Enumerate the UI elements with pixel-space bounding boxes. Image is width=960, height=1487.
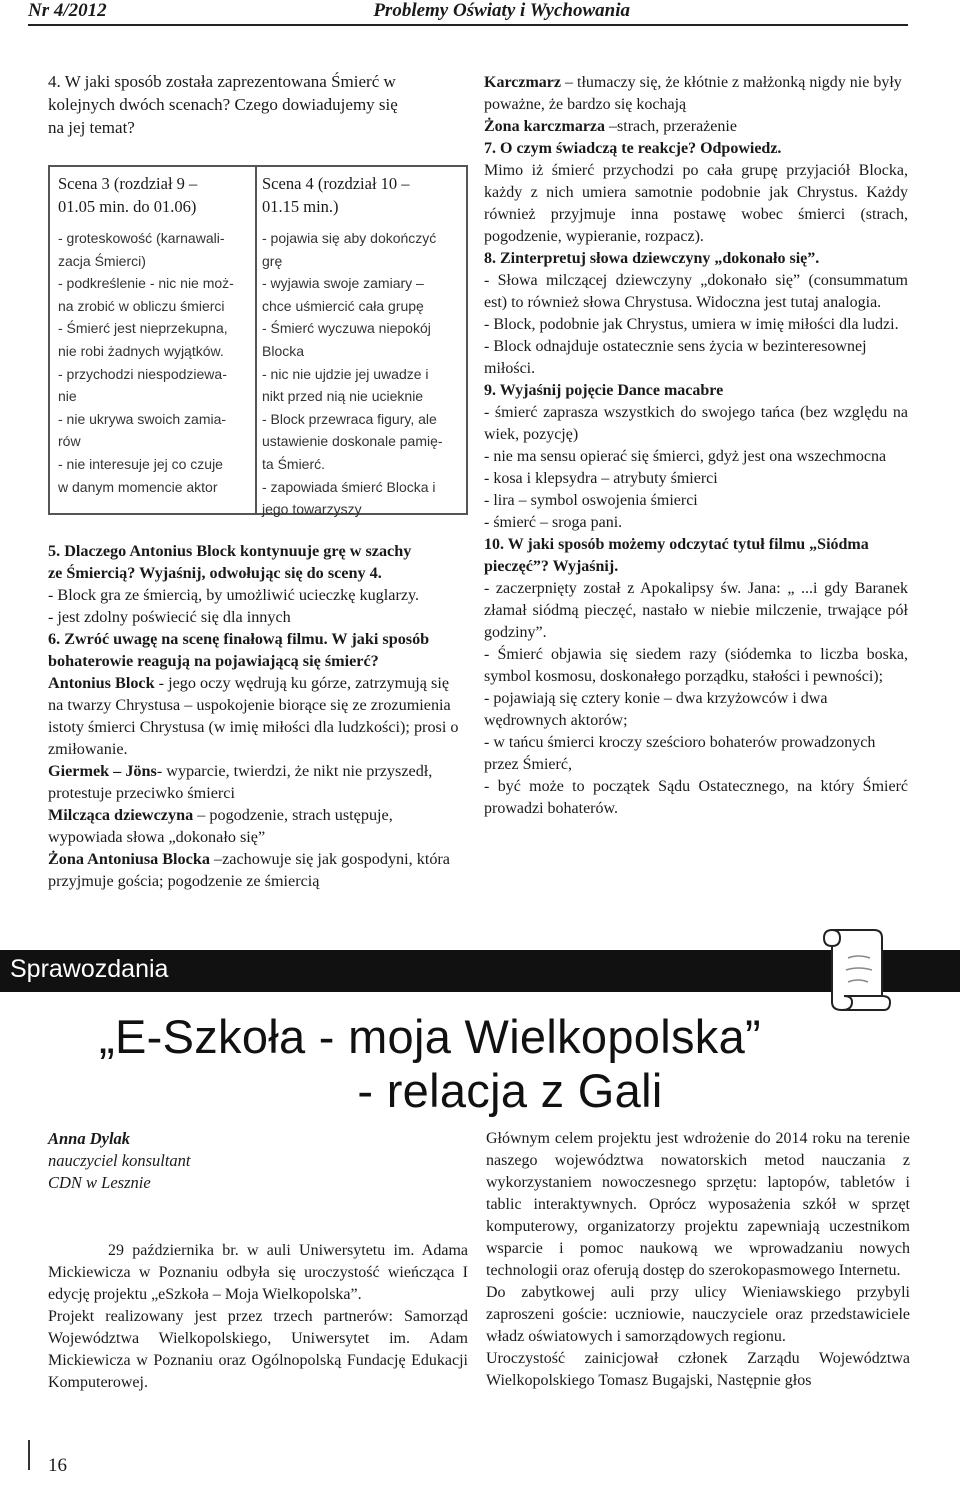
list-item: - Block przewraca figury, ale [262,410,437,427]
article-paragraph: Projekt realizowany jest przez trzech partnerów: Samorząd Województwa Wielkopolskiego, Uniwersytet im. Adam Mickiewicza w Poznaniu oraz Ogólnopolską Fundację Edukacji Komputerowej. [48,1308,468,1391]
question-4-line-3: na jej temat? [48,118,135,137]
answer-9-item: - śmierć – sroga pani. [484,514,623,531]
answer-9-item: - lira – symbol oswojenia śmierci [484,492,698,509]
article-paragraph: Uroczystość zainicjował członek Zarządu Województwa Wielkopolskiego Tomasz Bugajski, Następnie głos [486,1350,910,1389]
answer-8-item: - Block, podobnie jak Chrystus, umiera w imię miłości dla ludzi. [484,316,899,333]
issue-number: Nr 4/2012 [28,0,107,21]
list-item: - nie interesuje jej co czuje [58,455,223,472]
question-4 [48,70,468,139]
question-4-line-1: 4. W jaki sposób została zaprezentowana Śmierć w [48,72,396,91]
article-left-column [48,1240,468,1394]
list-item: Blocka [262,342,305,359]
list-item: rów [58,433,81,450]
answer-6-block: Antonius Block - jego oczy wędrują ku górze, zatrzymują się na twarzy Chrystusa – uspokojenie biorące się ze zrozumienia istoty śmierci Chrystusa (w imię miłości dla ludzkości); prosi o zmiłowanie. [48,674,459,758]
list-item: ustawienie doskonale pamię- [262,433,443,450]
article-paragraph: 29 października br. w auli Uniwersytetu im. Adama Mickiewicza w Poznaniu odbyła się uroczystość wieńcząca I edycję projektu „eSzkoła – Moja Wielkopolska”. [48,1242,468,1303]
article-right-column [486,1128,910,1392]
answer-8-item: - Block odnajduje ostatecznie sens życia w bezinteresownej miłości. [484,338,867,377]
section-label: Sprawozdania [10,955,169,983]
answer-5-item: - jest zdolny poświecić się dla innych [48,608,291,626]
answer-9-item: - śmierć zaprasza wszystkich do swojego tańca (bez względu na wiek, pozycję) [484,404,908,443]
list-item: - nie ukrywa swoich zamia- [58,410,227,427]
list-item: jego towarzyszy [262,501,362,518]
list-item: - wyjawia swoje zamiary – [262,275,424,292]
question-6: 6. Zwróć uwagę na scenę finałową filmu. W jaki sposób bohaterowie reagują na pojawiającą się śmierć? [48,630,430,670]
article-paragraph: Do zabytkowej auli przy ulicy Wieniawskiego przybyli zaproszeni goście: uczniowie, nauczyciele oraz przedstawiciele władz oświatowych i samorządowych regionu. [486,1284,910,1345]
list-item: - nic nie ujdzie jej uwadze i [262,365,429,382]
answer-6-innkeeper: Karczmarz – tłumaczy się, że kłótnie z małżonką nigdy nie były poważne, że bardzo się kochają [484,74,902,113]
list-item: nie robi żadnych wyjątków. [58,342,224,359]
author-role: nauczyciel konsultant [48,1151,191,1170]
article-paragraph: Głównym celem projektu jest wdrożenie do 2014 roku na terenie naszego województwa nowatorskich metod nauczania z wykorzystaniem nowoczesnego sprzętu: laptopów, tabletów i tablic interaktywnych. Oprócz wyposażenia szkół w sprzęt komputerowy, organizatorzy projektu zapewniają uczestnikom wsparcie i pomoc naukową we wprowadzaniu nowych technologii oraz oferują dostęp do szerokopasmowego Internetu. [486,1130,910,1279]
list-item: - zapowiada śmierć Blocka i [262,478,436,495]
answer-10-item: - Śmierć objawia się siedem razy (siódemka to liczba boska, symbol kosmosu, doskonałego porządku, stałości i pewności); [484,646,908,685]
article-title-line-1: „E-Szkoła - moja Wielkopolska” [99,1010,761,1063]
list-item: - Śmierć wyczuwa niepokój [262,320,431,337]
answer-10-item: - zaczerpnięty został z Apokalipsy św. Jana: „ ...i gdy Baranek złamał siódmą pieczęć, nastało w niebie milczenie, trwające pół godziny”. [484,580,908,641]
question-10: 10. W jaki sposób możemy odczytać tytuł filmu „Siódma pieczęć”? Wyjaśnij. [484,536,869,575]
scene-4-heading: Scena 4 (rozdział 10 – 01.15 min.) [262,174,410,216]
scroll-icon [818,922,892,1016]
list-item: - podkreślenie - nic nie moż- [58,275,234,292]
question-5-line-2: ze Śmiercią? Wyjaśnij, odwołując się do sceny 4. [48,564,382,582]
list-item: grę [262,252,283,269]
answer-9-item: - kosa i klepsydra – atrybuty śmierci [484,470,718,487]
scene-4-column [262,172,462,521]
question-7: 7. O czym świadczą te reakcje? Odpowiedz. [484,140,782,157]
scene-comparison-table [48,165,468,518]
journal-title: Problemy Oświaty i Wychowania [373,0,630,21]
answer-7: Mimo iż śmierć przychodzi po cała grupę przyjaciół Blocka, każdy z nich umiera samotnie podobnie jak Chrystus. Każdy również przyjmuje inna postawę wobec śmierci (strach, pogodzenie, wypieranie, rozpacz). [484,162,908,245]
page-number: 16 [48,1455,67,1476]
list-item: - pojawia się aby dokończyć [262,230,437,246]
question-8: 8. Zinterpretuj słowa dziewczyny „dokonało się”. [484,250,820,267]
article-title-line-2: - relacja z Gali [357,1064,663,1117]
author-block [48,1128,191,1194]
answer-6-wife: Żona Antoniusa Blocka –zachowuje się jak gospodyni, która przyjmuje gościa; pogodzenie ze śmiercią [48,850,450,890]
answer-10-item: - pojawiają się cztery konie – dwa krzyżowców i dwa wędrownych aktorów; [484,690,828,729]
answer-10-item: - być może to początek Sądu Ostatecznego, na który Śmierć prowadzi bohaterów. [484,778,908,817]
answer-10-item: - w tańcu śmierci kroczy sześcioro bohaterów prowadzonych przez Śmierć, [484,734,876,773]
answer-8-item: - Słowa milczącej dziewczyny „dokonało się” (consummatum est) to również słowa Chrystusa. Widoczna jest tutaj analogia. [484,272,908,311]
list-item: - groteskowość (karnawali- [58,230,225,246]
list-item: w danym momencie aktor [58,478,218,495]
list-item: na zrobić w obliczu śmierci [58,297,225,314]
author-org: CDN w Lesznie [48,1173,151,1192]
scene-3-column [58,172,250,498]
question-5-line-1: 5. Dlaczego Antonius Block kontynuuje grę w szachy [48,542,412,560]
article-title [90,1010,920,1118]
author-name: Anna Dylak [48,1129,131,1148]
list-item: - przychodzi niespodziewa- [58,365,227,382]
list-item: ta Śmierć. [262,455,326,472]
questions-5-6 [48,540,468,892]
scene-3-heading: Scena 3 (rozdział 9 – 01.05 min. do 01.06) [58,174,198,216]
answer-6-girl: Milcząca dziewczyna – pogodzenie, strach ustępuje, wypowiada słowa „dokonało się” [48,806,393,846]
answer-5-item: - Block gra ze śmiercią, by umożliwić ucieczkę kuglarzy. [48,586,420,604]
table-divider [255,167,257,513]
answer-6-innkeeper-wife: Żona karczmarza –strach, przerażenie [484,118,737,135]
section-banner [0,950,960,992]
questions-7-10 [484,72,908,820]
question-4-line-2: kolejnych dwóch scenach? Czego dowiadujemy się [48,95,398,114]
list-item: zacja Śmierci) [58,252,146,269]
list-item: - Śmierć jest nieprzekupna, [58,320,228,337]
page-edge-line [28,1440,30,1470]
answer-9-item: - nie ma sensu opierać się śmierci, gdyż jest ona wszechmocna [484,448,887,465]
list-item: nikt przed nią nie ucieknie [262,388,424,405]
page-header [28,0,908,26]
list-item: chce uśmiercić cała grupę [262,297,424,314]
question-9: 9. Wyjaśnij pojęcie Dance macabre [484,382,724,399]
list-item: nie [58,388,77,405]
answer-6-jons: Giermek – Jöns- wyparcie, twierdzi, że nikt nie przyszedł, protestuje przeciwko śmierci [48,762,433,802]
